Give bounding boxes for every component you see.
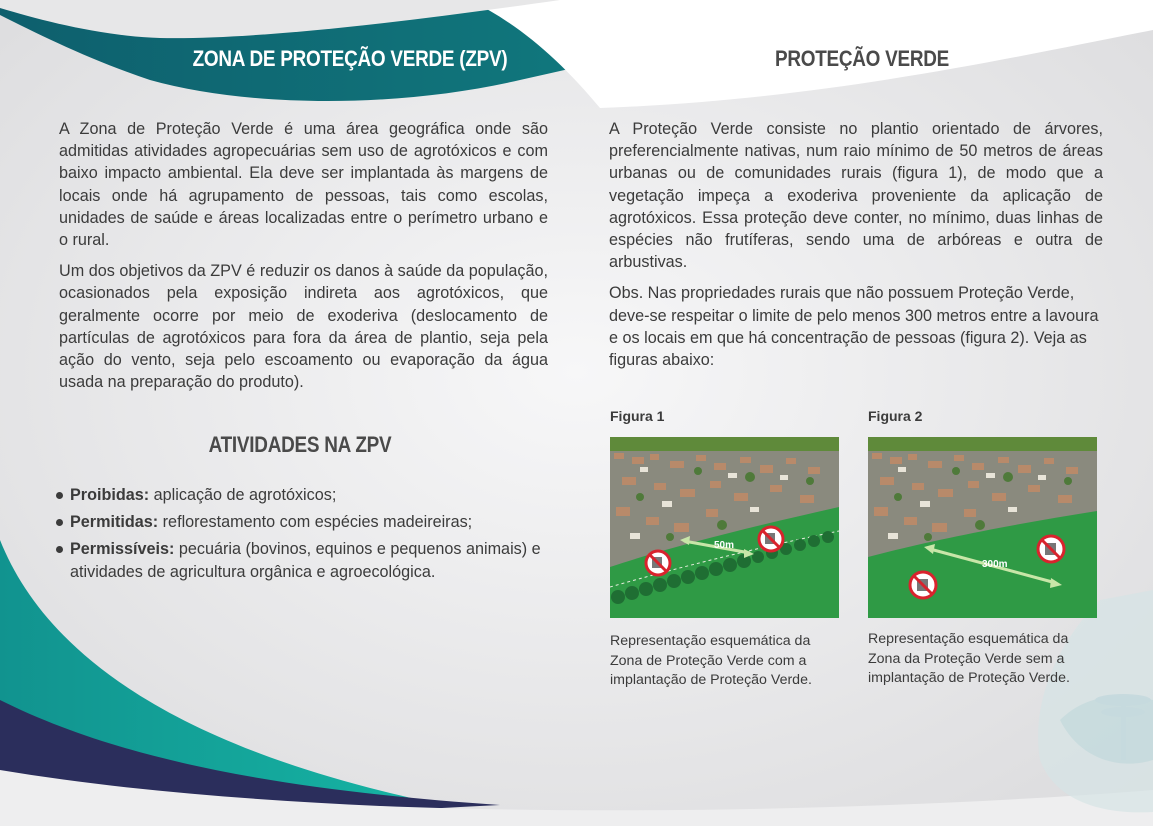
figure-2-image [868, 437, 1097, 618]
activity-term: Permissíveis: [70, 540, 175, 559]
zpv-paragraph: A Zona de Proteção Verde é uma área geográfica onde são admitidas atividades agropecuárias sem uso de agrotóxicos e com baixo impacto ambiental. Ela deve ser implantada às margens de locais onde há agrupamento de pessoas, tais como escolas, unidades de saúde e áreas localizadas entre o perímetro urbano e o rural. [59, 120, 548, 250]
prohibited-icon [759, 527, 783, 551]
caption-line: Representação esquemática da [610, 633, 811, 649]
protecao-verde-title: PROTEÇÃO VERDE [774, 46, 950, 71]
zpv-text [59, 118, 548, 402]
figure-2-distance: 300m [982, 559, 1008, 570]
list-item [55, 484, 555, 506]
zpv-paragraph: Um dos objetivos da ZPV é reduzir os danos à saúde da população, ocasionados pela exposição indireta aos agrotóxicos, que geralmente ocorre por meio de exoderiva (deslocamento de partículas de agrotóxicos para fora da área de plantio, seja pela ação do vento, seja pelo escoamento ou evaporação da água usada na preparação do produto). [59, 262, 548, 392]
figure-1-label: Figura 1 [610, 408, 665, 424]
list-item [55, 538, 555, 582]
protecao-verde-paragraph: A Proteção Verde consiste no plantio orientado de árvores, preferencialmente nativas, num raio mínimo de 50 metros de áreas urbanas ou de comunidades rurais (figura 1), de modo que a vegetação impeça a exoderiva proveniente da aplicação de agrotóxicos. Essa proteção deve conter, no mínimo, duas linhas de espécies não frutíferas, sendo uma de arbóreas e outra de arbustivas. [609, 120, 1103, 272]
activities-list [55, 484, 555, 588]
figure-2-caption [868, 630, 1108, 689]
prohibited-icon [910, 572, 936, 598]
prohibited-icon [646, 551, 670, 575]
activity-text: pecuária (bovinos, equinos e pequenos animais) e atividades de agricultura orgânica e agroecológica. [70, 540, 541, 581]
caption-line: implantação de Proteção Verde. [868, 670, 1070, 686]
caption-line: Zona da Proteção Verde sem a [868, 650, 1065, 667]
prohibited-icon [1038, 536, 1064, 562]
figure-1-image [610, 437, 839, 618]
activity-text: reflorestamento com espécies madeireiras; [162, 513, 473, 532]
protecao-verde-paragraph: Obs. Nas propriedades rurais que não possuem Proteção Verde, deve-se respeitar o limite de pelo menos 300 metros entre a lavoura e os locais em que há concentração de pessoas (figura 2). Veja as figuras abaixo: [609, 284, 1099, 370]
list-item [55, 511, 555, 533]
zpv-title: ZONA DE PROTEÇÃO VERDE (ZPV) [192, 46, 508, 71]
activities-title: ATIVIDADES NA ZPV [208, 432, 392, 457]
caption-line: Representação esquemática da [868, 631, 1069, 647]
activity-text: aplicação de agrotóxicos; [153, 486, 337, 504]
figure-1-caption [610, 632, 850, 691]
figure-2-label: Figura 2 [868, 408, 923, 424]
activity-term: Permitidas: [70, 513, 159, 532]
activity-term: Proibidas: [70, 486, 150, 504]
caption-line: Zona de Proteção Verde com a [610, 652, 807, 669]
protecao-verde-text [609, 118, 1103, 380]
caption-line: implantação de Proteção Verde. [610, 672, 812, 688]
figure-1-distance: 50m [714, 540, 735, 551]
